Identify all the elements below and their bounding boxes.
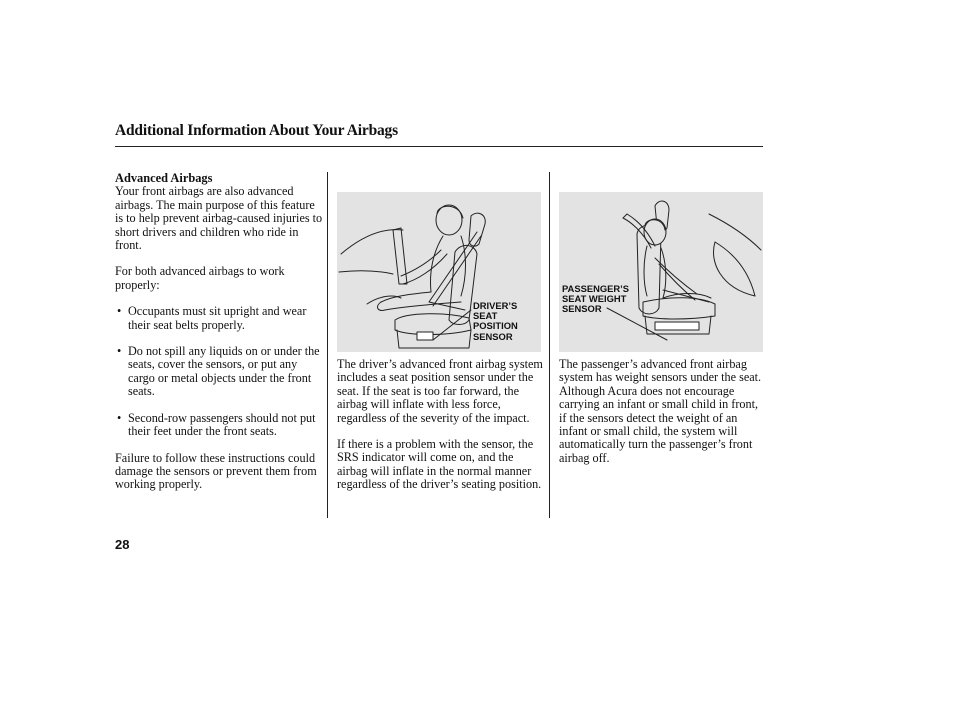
right-column xyxy=(559,358,765,478)
callout-line: SENSOR xyxy=(562,303,602,315)
srs-indicator-paragraph: If there is a problem with the sensor, the SRS indicator will come on, and the airbag will inflate in the normal manner regardless of the driver’s seating position. xyxy=(337,437,542,492)
callout-line: PASSENGER’S xyxy=(562,283,630,294)
driver-sensor-callout xyxy=(473,301,518,342)
driver-seat-illustration xyxy=(337,192,541,352)
column-divider-1 xyxy=(327,172,328,518)
section-heading: Advanced Airbags xyxy=(115,171,213,185)
title-divider xyxy=(115,146,763,147)
bullet-icon: • xyxy=(117,344,122,359)
callout-line: SEAT xyxy=(473,310,498,322)
callout-line: DRIVER’S xyxy=(473,300,518,311)
list-item-text: Do not spill any liquids on or under the seats, cover the sensors, or put any cargo or metal objects under the front seats. xyxy=(128,344,320,399)
lead-paragraph: For both advanced airbags to work properly: xyxy=(115,264,285,292)
passenger-seat-illustration xyxy=(559,192,763,352)
instruction-list xyxy=(115,305,323,438)
closing-paragraph: Failure to follow these instructions could damage the sensors or prevent them from working properly. xyxy=(115,450,317,492)
list-item xyxy=(115,305,323,332)
passenger-sensor-callout xyxy=(562,284,629,315)
intro-paragraph: Your front airbags are also advanced airbags. The main purpose of this feature is to help prevent airbag-caused injuries to short drivers and children who ride in front. xyxy=(115,184,323,253)
list-item-text: Occupants must sit upright and wear their seat belts properly. xyxy=(128,304,307,332)
page-number: 28 xyxy=(115,537,130,552)
bullet-icon: • xyxy=(117,410,122,425)
driver-sensor-paragraph: The driver’s advanced front airbag system includes a seat position sensor under the seat. If the seat is too far forward, the airbag will inflate with less force, regardless of the severity of the impact. xyxy=(337,357,543,425)
callout-line: SENSOR xyxy=(473,330,513,342)
list-item-text: Second-row passengers should not put their feet under the front seats. xyxy=(128,410,316,439)
left-column xyxy=(115,172,323,505)
column-divider-2 xyxy=(549,172,550,518)
callout-line: SEAT WEIGHT xyxy=(562,293,627,305)
bullet-icon: • xyxy=(117,304,122,319)
list-item xyxy=(115,412,323,439)
callout-line: POSITION xyxy=(473,320,518,332)
list-item xyxy=(115,345,323,399)
middle-column xyxy=(337,358,543,505)
passenger-sensor-paragraph: The passenger’s advanced front airbag system has weight sensors under the seat. Although Acura does not encourage carrying an infant or small child in front, if the sensors detect the weight of an infant or small child, the system will automatically turn the passenger’s front airbag off. xyxy=(559,357,762,465)
page-title: Additional Information About Your Airbags xyxy=(115,122,398,139)
